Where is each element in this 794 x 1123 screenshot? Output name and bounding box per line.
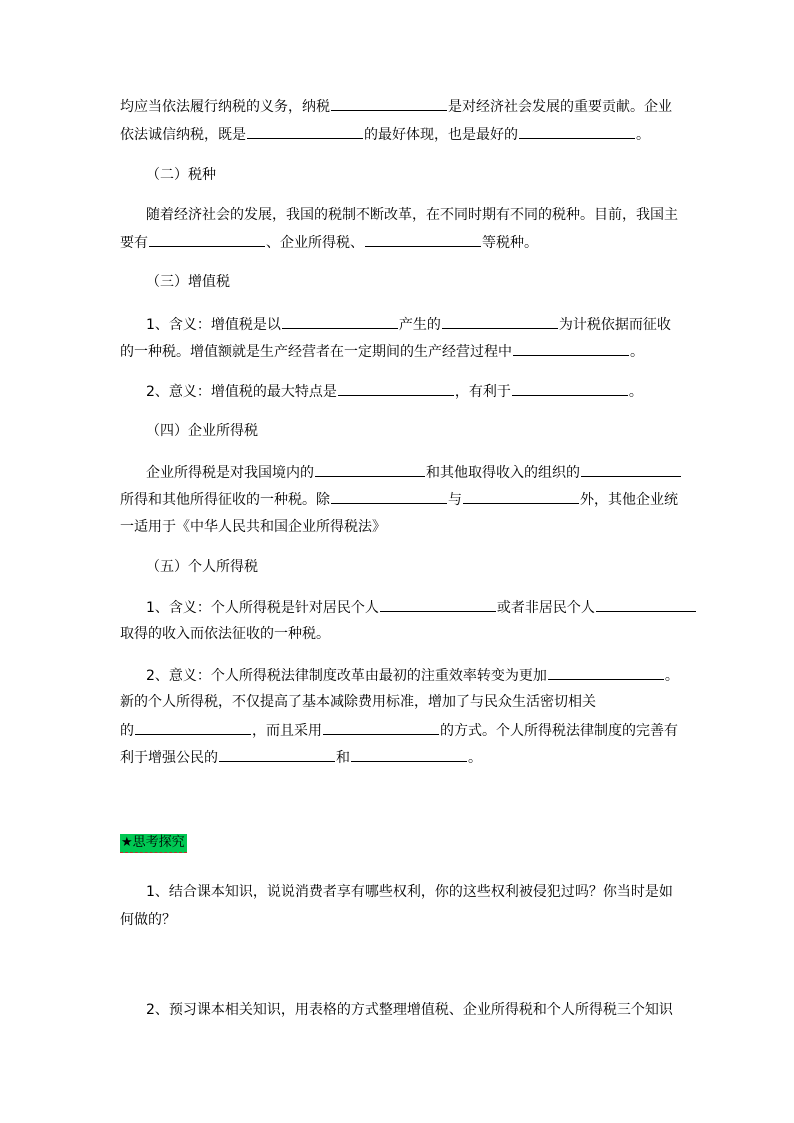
text-line: 2、意义：个人所得税法律制度改革由最初的注重效率转变为更加 。 [146, 665, 679, 686]
fill-blank[interactable] [513, 341, 629, 356]
text-line: 随着经济社会的发展，我国的税制不断改革，在不同时期有不同的税种。目前，我国主 [146, 207, 678, 223]
question-line: 2、预习课本相关知识，用表格的方式整理增值税、企业所得税和个人所得税三个知识 [146, 1002, 673, 1018]
text-line: 的 ，而且采用 的方式。个人所得税法律制度的完善有 [120, 720, 678, 741]
fill-blank[interactable] [247, 124, 363, 139]
section-heading: （五）个人所得税 [146, 559, 258, 575]
text-line: 一适用于《中华人民共和国企业所得税法》 [120, 519, 386, 535]
fill-blank[interactable] [323, 720, 439, 735]
fill-blank[interactable] [331, 489, 447, 504]
fill-blank[interactable] [331, 96, 447, 111]
fill-blank[interactable] [581, 462, 681, 477]
fill-blank[interactable] [351, 747, 467, 762]
text-line: 依法诚信纳税，既是 的最好体现，也是最好的 。 [120, 124, 650, 145]
fill-blank[interactable] [512, 381, 628, 396]
text-line: 新的个人所得税，不仅提高了基本减除费用标准，增加了与民众生活密切相关 [120, 694, 596, 710]
text-line: 1、含义：个人所得税是针对居民个人 或者非居民个人 [146, 597, 697, 618]
fill-blank[interactable] [596, 597, 696, 612]
text-line: 取得的收入而依法征收的一种税。 [120, 626, 330, 642]
section-badge: ★思考探究 [120, 834, 187, 853]
section-heading: （二）税种 [146, 167, 216, 183]
text-line: 企业所得税是对我国境内的 和其他取得收入的组织的 [146, 462, 682, 483]
text-line: 所得和其他所得征收的一种税。除 与 外，其他企业统 [120, 489, 678, 510]
fill-blank[interactable] [315, 462, 425, 477]
text-line: 2、意义：增值税的最大特点是 ，有利于 。 [146, 381, 643, 402]
fill-blank[interactable] [519, 124, 635, 139]
fill-blank[interactable] [149, 232, 265, 247]
question-line: 1、结合课本知识，说说消费者享有哪些权利，你的这些权利被侵犯过吗？你当时是如 [146, 884, 673, 900]
text-line: 均应当依法履行纳税的义务，纳税 是对经济社会发展的重要贡献。企业 [120, 96, 672, 117]
text-line: 利于增强公民的 和 。 [120, 747, 482, 768]
fill-blank[interactable] [135, 720, 251, 735]
question-line: 何做的？ [120, 912, 176, 928]
fill-blank[interactable] [380, 597, 496, 612]
section-heading: （三）增值税 [146, 274, 230, 290]
fill-blank[interactable] [282, 314, 398, 329]
fill-blank[interactable] [219, 747, 335, 762]
fill-blank[interactable] [463, 489, 579, 504]
text-line: 的一种税。增值额就是生产经营者在一定期间的生产经营过程中 。 [120, 341, 644, 362]
section-heading: （四）企业所得税 [146, 423, 258, 439]
text-line: 1、含义：增值税是以 产生的 为计税依据而征收 [146, 314, 671, 335]
fill-blank[interactable] [548, 665, 664, 680]
fill-blank[interactable] [338, 381, 454, 396]
fill-blank[interactable] [442, 314, 558, 329]
text-line: 要有 、企业所得税、 等税种。 [120, 232, 538, 253]
fill-blank[interactable] [365, 232, 481, 247]
